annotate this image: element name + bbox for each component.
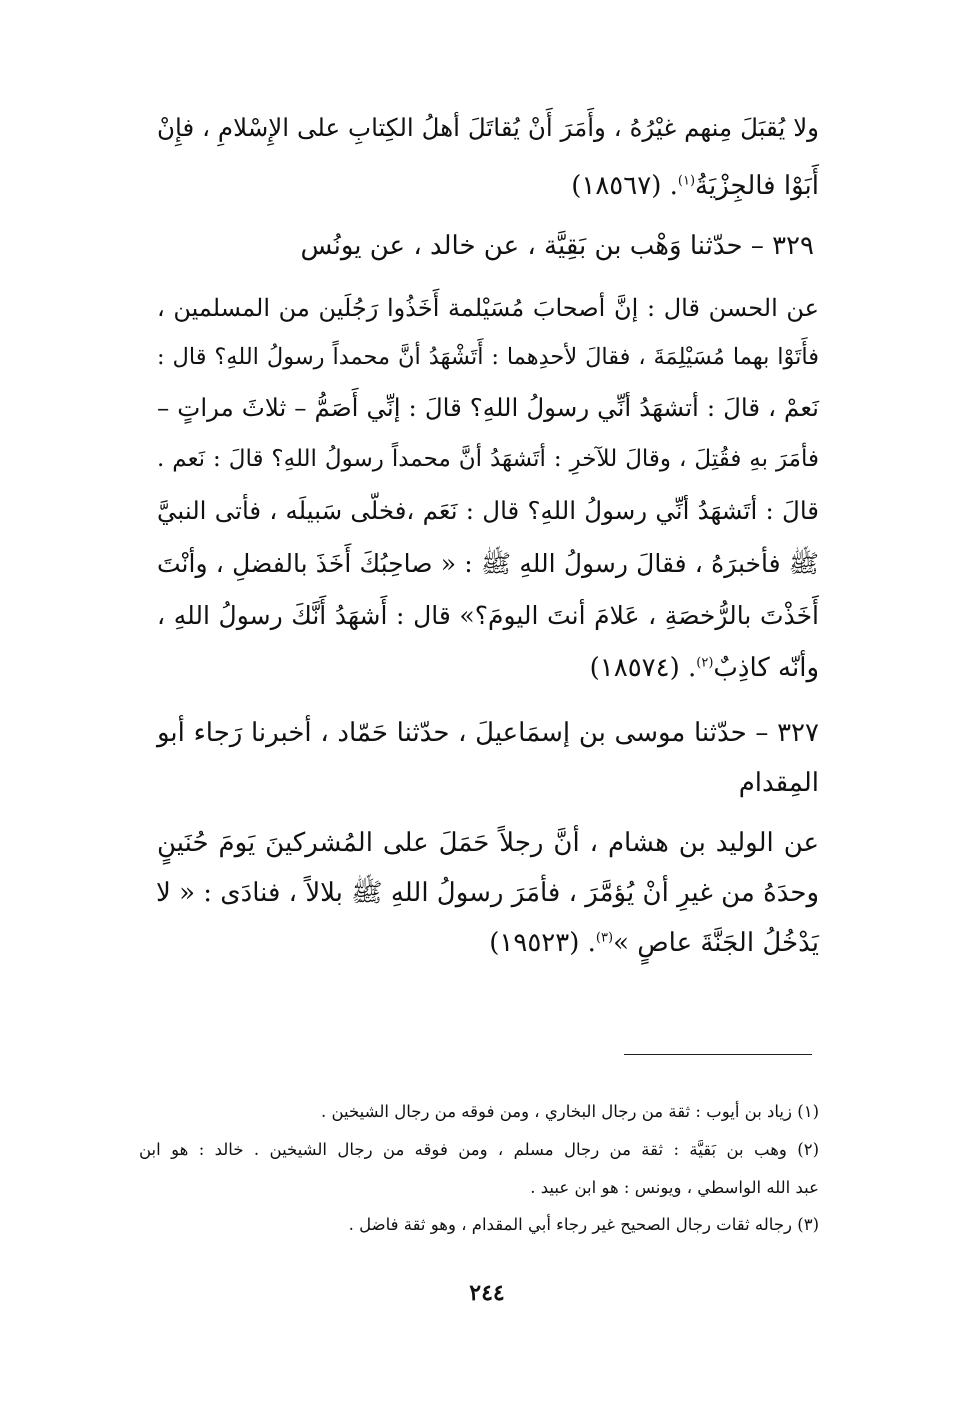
footnote-ref: (١) [677,173,696,189]
text-line [157,296,819,320]
text-span: وأنّه كاذِبٌ [713,653,819,683]
hadith-number: . (١٨٥٧٤) [589,653,697,683]
hadith-number: . (١٨٥٦٧) [571,171,678,201]
text-span: فأَتَوْا بهما مُسَيْلِمَةَ ، فقالَ لأحدِهما : أَتَشْهَدُ أنَّ محمداً رسولُ اللهِ؟ قال : [157,344,819,370]
page-number: ٢٤٤ [469,1280,505,1306]
text-line [157,830,819,856]
text-span: ولا يُقبَلَ مِنهم غيْرُهُ ، وأَمَرَ أَنْ يُقاتَلَ أهلُ الكِتابِ على الإِسْلامِ ، فإِنْ [157,113,819,142]
text-span: نَعمْ ، قالَ : أتشهَدُ أنِّي رسولُ اللهِ؟ قالَ : إنِّي أَصَمُّ – ثلاثَ مراتٍ – [157,393,819,422]
text-line [157,880,819,906]
footnote-ref: (٣) [595,930,614,946]
text-line [157,930,819,956]
isnad-text: ٣٢٧ – حدّثنا موسى بن إسمَاعيلَ ، حدّثنا حَمّاد ، أخبرنا رَجاء أبو [157,718,819,748]
text-line [157,393,819,422]
text-span: وحدَهُ من غيرِ أنْ يُؤمَّرَ ، فأمَرَ رسولُ اللهِ ﷺ بلالاً ، فنادَى : « لا [156,878,819,908]
footnote-text: عبد الله الواسطي ، ويونس : هو ابن عبيد . [530,1178,819,1197]
text-line [157,655,819,681]
text-line [157,448,819,471]
footnote [139,1142,819,1159]
text-line [157,551,819,576]
footnote-ref: (٢) [696,655,714,671]
text-line [157,113,819,142]
footnote [139,1104,819,1121]
text-span: عن الحسن قال : إنَّ أصحابَ مُسَيْلمة أَخَذُوا رَجُلَين من المسلمين ، [157,294,819,322]
footnote-text: (١) زياد بن أيوب : ثقة من رجال البخاري ، ومن فوقه من رجال الشيخين . [321,1102,819,1121]
isnad-text: المِقدام [738,768,819,798]
footnote [139,1217,819,1234]
text-line [157,346,819,369]
hadith-heading [154,233,814,259]
text-line [157,173,819,199]
text-span: قالَ : أتَشهَدُ أنِّي رسولُ اللهِ؟ قال : نَعَم ،فخلّى سَبيلَه ، فأتى النبيَّ [157,496,819,525]
text-line [157,770,819,796]
footnote-continuation [139,1180,819,1197]
footnote-divider [624,1054,812,1055]
hadith-heading [157,720,819,746]
text-span: عن الوليد بن هشام ، أنَّ رجلاً حَمَلَ على المُشركينَ يَومَ حُنَينٍ [157,828,819,858]
text-span: يَدْخُلُ الجَنَّةَ عاصٍ » [613,928,819,958]
text-span: أَخَذْتَ بالرُّخصَةِ ، عَلامَ أنتَ اليومَ؟» قال : أَشهَدُ أَنَّكَ رسولُ اللهِ ، [157,601,819,630]
isnad-text: ٣٢٩ – حدّثنا وَهْب بن بَقِيَّة ، عن خالد ، عن يونُس [300,231,814,261]
text-line [157,496,819,525]
text-span: ﷺ فأخبرَهُ ، فقالَ رسولُ اللهِ ﷺ : « صاحِبُكَ أَخَذَ بالفضلِ ، وأنْتَ [157,549,819,578]
hadith-number: . (١٩٥٢٣) [489,928,596,958]
footnote-text: (٣) رجاله ثقات رجال الصحيح غير رجاء أبي المقدام ، وهو ثقة فاضل . [348,1215,819,1234]
text-span: أَبَوْا فالجِزْيَةُ [695,171,819,201]
footnote-text: (٢) وهب بن بَقيَّة : ثقة من رجال مسلم ، ومن فوقه من رجال الشيخين . خالد : هو ابن [139,1140,819,1159]
text-span: فأمَرَ بهِ فقُتِلَ ، وقالَ للآخرِ : أتَشهَدُ أنَّ محمداً رسولُ اللهِ؟ قالَ : نَعم . [157,446,819,472]
text-line [157,603,819,628]
